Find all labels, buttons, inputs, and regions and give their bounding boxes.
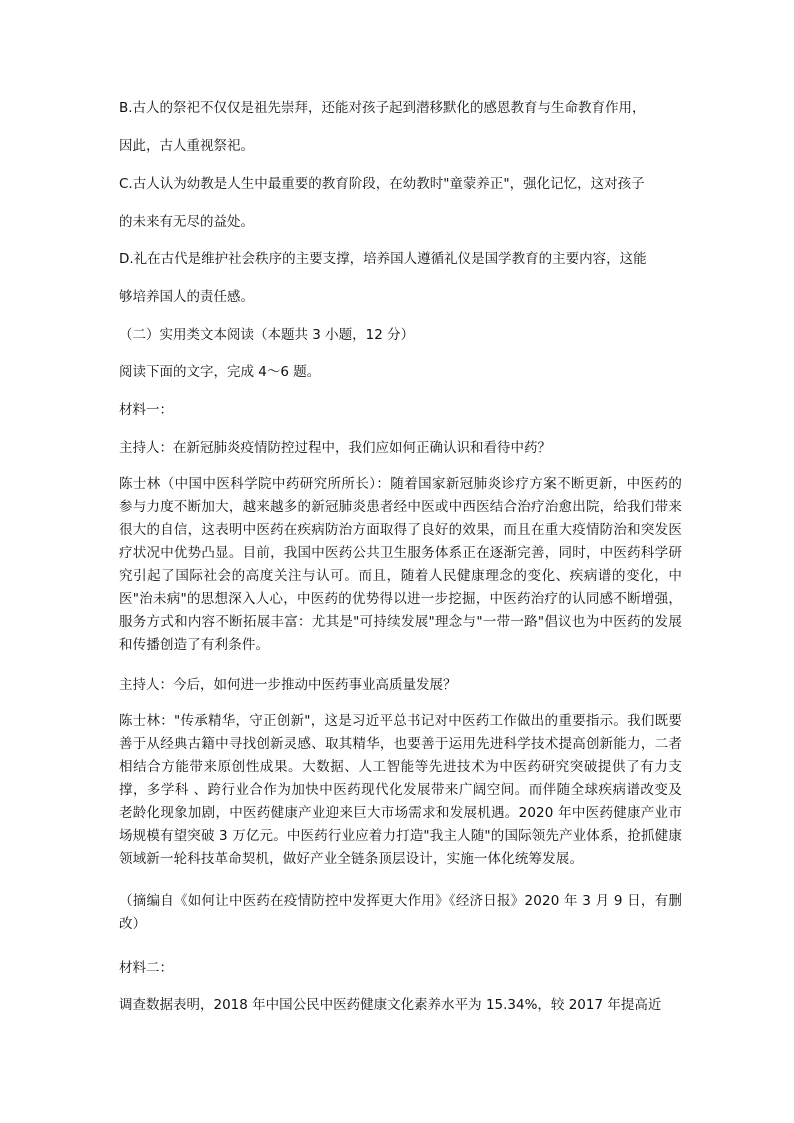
- chen-answer-1: 陈士林（中国中医科学院中药研究所所长）：随着国家新冠肺炎诊疗方案不断更新，中医药的参与力度不断加大，越来越多的新冠肺炎患者经中医或中西医结合治疗治愈出院，给我们带来很大的自信，这表明中医药在疾病防治方面取得了良好的效果，而且在重大疫情防治和突发医疗状况中优势凸显。目前，我国中医药公共卫生服务体系正在逐渐完善，同时，中医药科学研究引起了国际社会的高度关注与认可。而且，随着人民健康理念的变化、疾病谱的变化，中医"治未病"的思想深入人心，中医药的优势得以进一步挖掘，中医药治疗的认同感不断增强，服务方式和内容不断拓展丰富：尤其是"可持续发展"理念与"一带一路"倡议也为中医药的发展和传播创造了有利条件。: [119, 476, 682, 653]
- host-question-2: 主持人：今后，如何进一步推动中医药事业高质量发展？: [119, 677, 457, 693]
- instruction-text: 阅读下面的文字，完成 4～6 题。: [119, 364, 321, 380]
- section-heading: （二）实用类文本阅读（本题共 3 小题，12 分）: [119, 327, 415, 343]
- option-b-line-2: 因此，古人重视祭祀。: [119, 138, 254, 154]
- survey-line: 调查数据表明，2018 年中国公民中医药健康文化素养水平为 15.34%，较 2017 年提高近: [119, 997, 662, 1013]
- host-question-1: 主持人：在新冠肺炎疫情防控过程中，我们应如何正确认识和看待中药？: [119, 440, 551, 456]
- chen-answer-2: 陈士林："传承精华，守正创新"，这是习近平总书记对中医药工作做出的重要指示。我们既要善于从经典古籍中寻找创新灵感、取其精华，也要善于运用先进科学技术提高创新能力，二者相结合方能带来原创性成果。大数据、人工智能等先进技术为中医药研究突破提供了有力支撑，多学科 、跨行业合作为加快中医药现代化发展带来广阔空间。而伴随全球疾病谱改变及老龄化现象加剧，中医药健康产业迎来巨大市场需求和发展机遇。2020 年中医药健康产业市场规模有望突破 3 万亿元。中医药行业应着力打造"我主人随"的国际领先产业体系，抢抓健康领域新一轮科技革命契机，做好产业全链条顶层设计，实施一体化统筹发展。: [119, 713, 682, 867]
- option-c-line-2: 的未来有无尽的益处。: [119, 214, 254, 230]
- material-1-label: 材料一：: [119, 402, 173, 418]
- option-d-line-1: D.礼在古代是维护社会秩序的主要支撑，培养国人遵循礼仪是国学教育的主要内容，这能: [119, 251, 647, 267]
- option-b-line-1: B.古人的祭祀不仅仅是祖先崇拜，还能对孩子起到潜移默化的感恩教育与生命教育作用，: [119, 100, 646, 116]
- option-c-line-1: C.古人认为幼教是人生中最重要的教育阶段，在幼教时"童蒙养正"，强化记忆，这对孩子: [119, 176, 645, 192]
- material-2-label: 材料二：: [119, 960, 173, 976]
- option-d-line-2: 够培养国人的责任感。: [119, 289, 254, 305]
- source-note: （摘编自《如何让中医药在疫情防控中发挥更大作用》《经济日报》2020 年 3 月 9 日，有删改）: [119, 893, 682, 932]
